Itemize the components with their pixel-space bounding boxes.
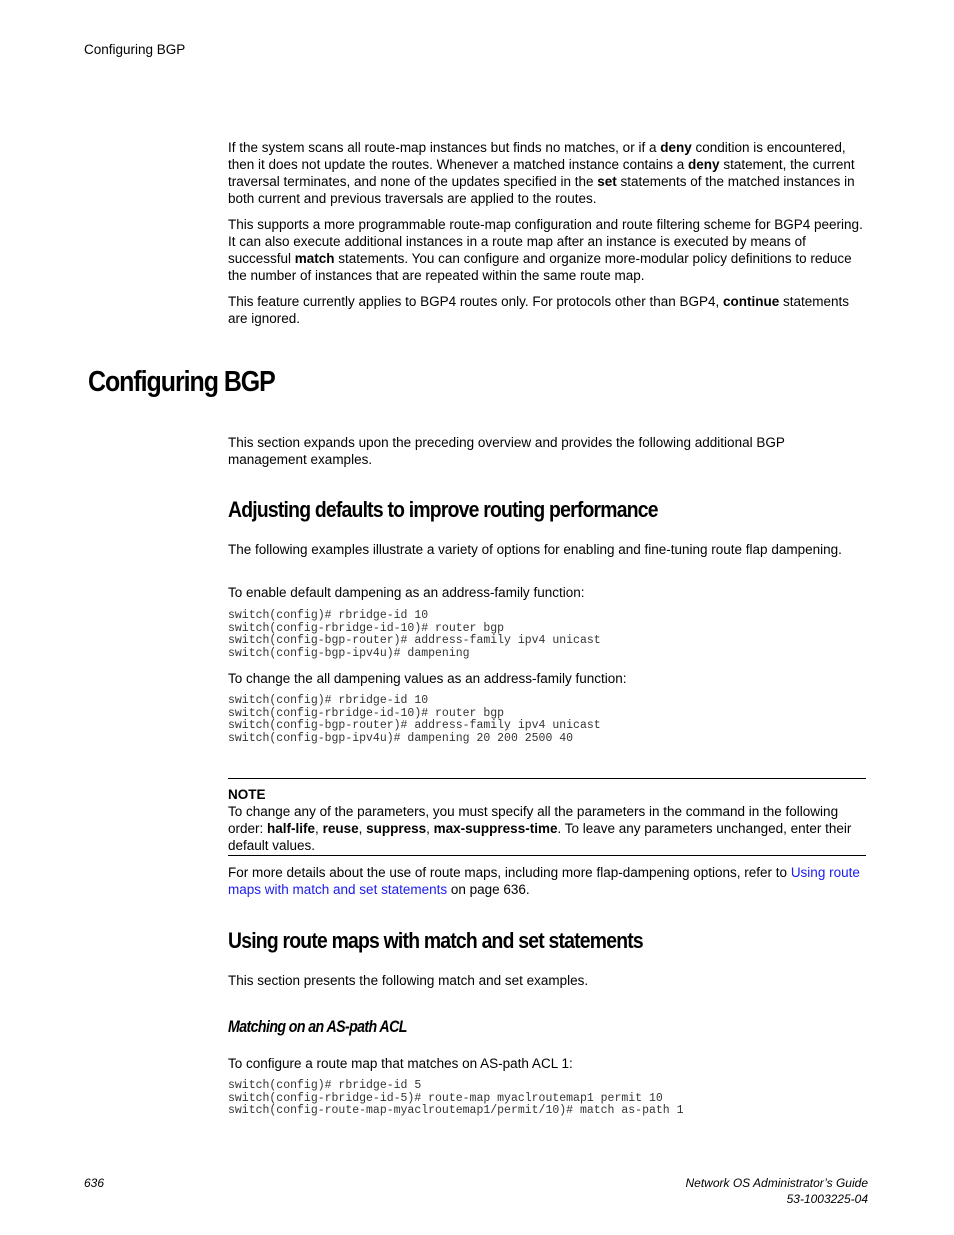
code-block-default-dampening: switch(config)# rbridge-id 10 switch(config-rbridge-id-10)# router bgp switch(config-bgp-router)# address-family ipv4 unicast switch(config-bgp-ipv4u)# dampening [228,609,601,660]
doc-number: 53-1003225-04 [786,1192,868,1206]
guide-title: Network OS Administrator’s Guide [685,1176,868,1190]
matching-title: Matching on an AS-path ACL [228,1018,407,1036]
matching-paragraph: To configure a route map that matches on AS-path ACL 1: [228,1056,573,1071]
running-header: Configuring BGP [84,42,186,57]
routemaps-title: Using route maps with match and set statements [228,928,643,953]
code-block-as-path: switch(config)# rbridge-id 5 switch(config-rbridge-id-5)# route-map myaclroutemap1 permit 10 switch(config-route-map-myaclroutemap1/permit/10)# match as-path 1 [228,1079,684,1117]
route-maps-link[interactable]: Using route maps with match and set statements [228,865,860,897]
page-number: 636 [84,1176,105,1190]
adjusting-paragraph-2: To enable default dampening as an address-family function: [228,585,585,600]
footer-doc-info [685,1175,868,1207]
section-title: Configuring BGP [88,366,275,398]
section-intro: This section expands upon the preceding overview and provides the following additional BGP management examples. [228,435,785,467]
adjusting-paragraph-1: The following examples illustrate a variety of options for enabling and fine-tuning route flap dampening. [228,542,842,557]
note-text: To change any of the parameters, you must specify all the parameters in the command in the following order: half-life, reuse, suppress, max-suppress-time. To leave any parameters unchanged, enter their default values. [228,804,852,853]
adjusting-paragraph-3: To change the all dampening values as an address-family function: [228,671,627,686]
note-top-rule [228,778,866,779]
intro-paragraph-2: This supports a more programmable route-map configuration and route filtering scheme for BGP4 peering. It can also execute additional instances in a route map after an instance is executed by means of successful match statements. You can configure and organize more-modular policy definitions to reduce the number of instances that are repeated within the same route map. [228,217,863,283]
note-label: NOTE [228,787,266,802]
routemaps-intro: This section presents the following match and set examples. [228,973,589,988]
intro-paragraph-1: If the system scans all route-map instances but finds no matches, or if a deny condition is encountered, then it does not update the routes. Whenever a matched instance contains a deny statement, the current traversal terminates, and none of the updates specified in the set statements of the matched instances in both current and previous traversals are applied to the routes. [228,140,855,206]
code-block-change-dampening: switch(config)# rbridge-id 10 switch(config-rbridge-id-10)# router bgp switch(config-bgp-router)# address-family ipv4 unicast switch(config-bgp-ipv4u)# dampening 20 200 2500 40 [228,694,601,745]
adjusting-title: Adjusting defaults to improve routing performance [228,497,658,522]
note-block [228,786,866,854]
note-bottom-rule [228,855,866,856]
details-paragraph: For more details about the use of route maps, including more flap-dampening options, refer to Using route maps with match and set statements on page 636. [228,865,860,897]
intro-paragraph-3: This feature currently applies to BGP4 routes only. For protocols other than BGP4, continue statements are ignored. [228,294,850,326]
